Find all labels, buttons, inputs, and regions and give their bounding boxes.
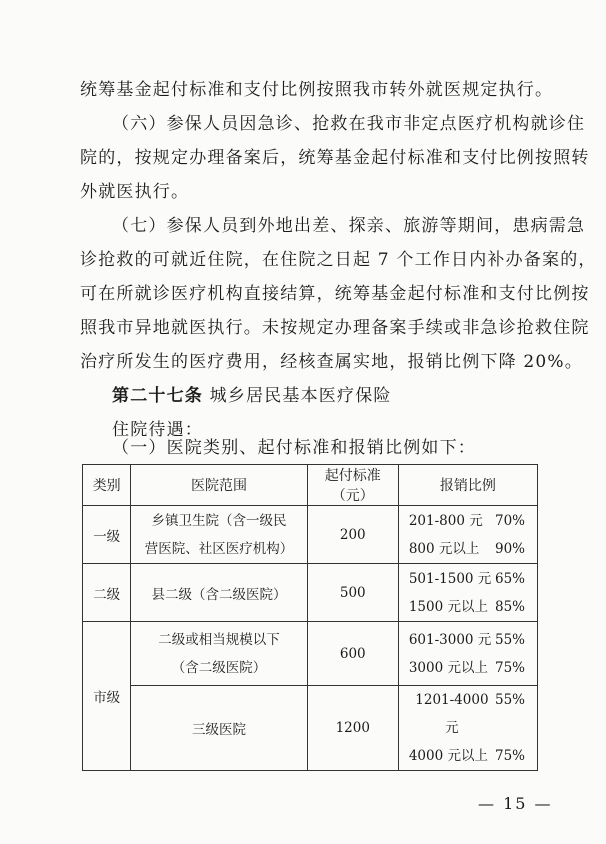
paragraph-line: 照我市异地就医执行。未按规定办理备案手续或非急诊抢救住院: [80, 318, 590, 338]
ratio-line: [399, 535, 537, 563]
table-row: [83, 564, 538, 622]
range-text: （含二级医院）: [171, 659, 267, 676]
ratio-line: [399, 654, 537, 682]
cell-ratio: [398, 622, 537, 686]
ratio-range: 1500 元以上: [408, 598, 488, 615]
ratio-percent: 55%: [494, 692, 525, 708]
table-row: [83, 622, 538, 686]
ratio-percent: 90%: [494, 540, 525, 557]
paragraph-line: 外就医执行。: [80, 182, 190, 202]
page-number: — 15 —: [478, 794, 553, 813]
header-category: 类别: [83, 465, 131, 506]
cell-category: 一级: [83, 506, 131, 564]
ratio-line: [399, 593, 537, 621]
ratio-range: 1201-4000 元: [415, 692, 489, 736]
ratio-line: [399, 507, 537, 535]
paragraph-line: 统筹基金起付标准和支付比例按照我市转外就医规定执行。: [80, 80, 554, 100]
paragraph-line: 诊抢救的可就近住院，在住院之日起 7 个工作日内补办备案的，: [80, 250, 597, 270]
ratio-line: [399, 565, 537, 593]
ratio-line: [399, 742, 537, 770]
paragraph-line: 院的，按规定办理备案后，统筹基金起付标准和支付比例按照转: [80, 148, 590, 168]
article-title: 城乡居民基本医疗保险: [209, 386, 392, 406]
paragraph-line: 治疗所发生的医疗费用，经核查属实地，报销比例下降 20%。: [80, 352, 583, 372]
item-title: （一）医院类别、起付标准和报销比例如下：: [112, 438, 476, 458]
ratio-range: 800 元以上: [408, 540, 480, 557]
paragraph-line: （六）参保人员因急诊、抢救在我市非定点医疗机构就诊住: [112, 114, 586, 134]
ratio-percent: 65%: [494, 570, 525, 587]
ratio-range: 501-1500 元: [408, 570, 492, 587]
ratio-percent: 75%: [494, 748, 525, 764]
ratio-line: [399, 686, 537, 742]
cell-start: 600: [307, 622, 398, 686]
cell-range: [131, 622, 307, 686]
article-number: 第二十七条: [112, 386, 203, 406]
cell-ratio: [398, 564, 537, 622]
paragraph-line: 可在所就诊医疗机构直接结算，统筹基金起付标准和支付比例按: [80, 284, 590, 304]
cell-ratio: [398, 506, 537, 564]
table-header-row: [83, 465, 538, 506]
cell-start: 200: [307, 506, 398, 564]
range-text: 乡镇卫生院（含一级民: [151, 512, 287, 529]
ratio-percent: 70%: [494, 512, 525, 529]
ratio-percent: 85%: [494, 598, 525, 615]
ratio-percent: 55%: [494, 631, 525, 648]
reimbursement-table: [82, 464, 538, 771]
table-row: [83, 686, 538, 771]
cell-range: [131, 506, 307, 564]
ratio-percent: 75%: [494, 659, 525, 676]
ratio-line: [399, 626, 537, 654]
ratio-range: 601-3000 元: [408, 631, 492, 648]
ratio-range: 4000 元以上: [408, 748, 488, 764]
cell-start: 1200: [307, 686, 398, 771]
article-heading: [112, 384, 392, 408]
ratio-range: 3000 元以上: [408, 659, 488, 676]
cell-category: 二级: [83, 564, 131, 622]
range-text: 二级或相当规模以下: [158, 631, 280, 648]
cell-range: 县二级（含二级医院）: [131, 564, 307, 622]
range-text: 营医院、社区医疗机构）: [144, 540, 294, 557]
cell-range: 三级医院: [131, 686, 307, 771]
header-start: 起付标准（元）: [307, 465, 398, 506]
sub-title: 住院待遇：: [112, 420, 203, 440]
ratio-range: 201-800 元: [408, 512, 483, 529]
table-row: [83, 506, 538, 564]
header-ratio: 报销比例: [398, 465, 537, 506]
cell-category: 市级: [83, 622, 131, 771]
cell-start: 500: [307, 564, 398, 622]
header-range: 医院范围: [131, 465, 307, 506]
paragraph-line: （七）参保人员到外地出差、探亲、旅游等期间，患病需急: [112, 216, 586, 236]
cell-ratio: [398, 686, 537, 771]
